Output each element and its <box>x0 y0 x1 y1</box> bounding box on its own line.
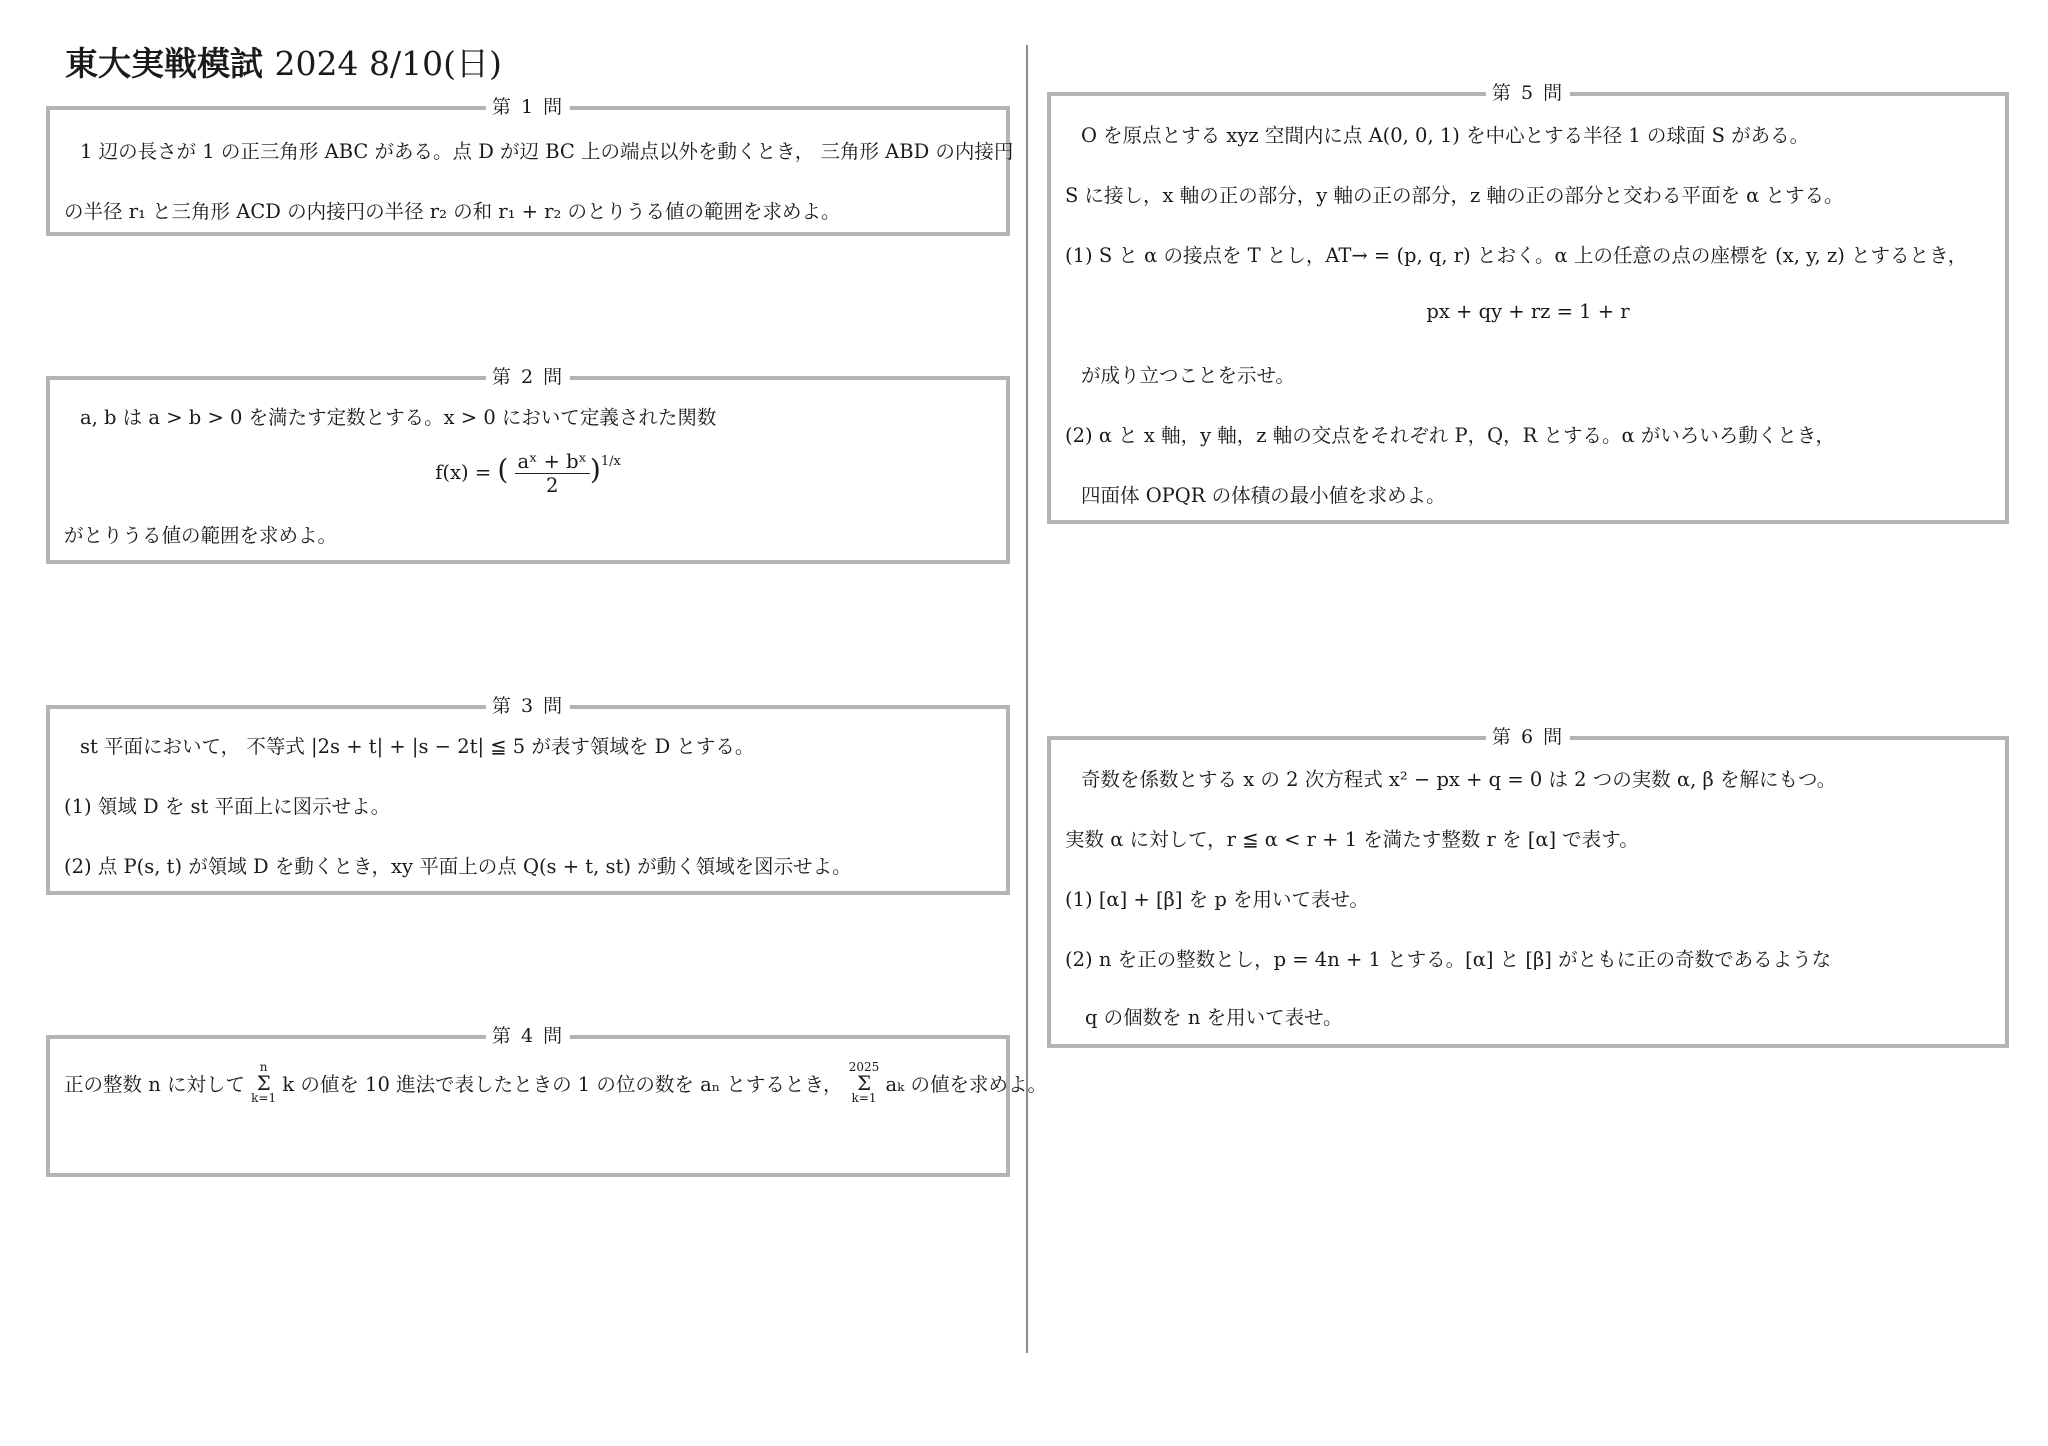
problem-5-line-3: (1) S と α の接点を T とし，AT→ = (p, q, r) とおく。α 上の任意の点の座標を (x, y, z) とするとき， <box>1065 244 1968 267</box>
page-title <box>65 38 502 85</box>
problem-4-text-a: 正の整数 n に対して <box>64 1073 245 1096</box>
problem-3-box <box>46 695 1010 895</box>
problem-2-formula: f(x) = ( $\frac{\text{aˣ + bˣ}}{2}$ )$^{1/x}$ <box>435 450 621 497</box>
problem-2-line-3: がとりうる値の範囲を求めよ。 <box>64 524 338 547</box>
problem-4-box <box>46 1025 1047 1177</box>
problem-5-line-5: が成り立つことを示せ。 <box>1081 364 1295 387</box>
fraction-numerator: aˣ + bˣ <box>515 450 590 474</box>
problem-1-line-1: 1 辺の長さが 1 の正三角形 ABC がある。点 D が辺 BC 上の端点以外を動くとき， 三角形 ABD の内接円 <box>80 140 1014 163</box>
problem-6-line-3: (1) [α] + [β] を p を用いて表せ。 <box>1065 888 1369 911</box>
sum-1-upper: n <box>259 1060 268 1074</box>
problem-4-text-b: k の値を 10 進法で表したときの 1 の位の数を aₙ とするとき， <box>282 1073 843 1096</box>
problem-2-title: 第 2 問 <box>486 362 570 389</box>
problem-6-line-5: q の個数を n を用いて表せ。 <box>1085 1006 1343 1029</box>
sum-1-lower: k=1 <box>251 1091 277 1105</box>
problem-6-line-4: (2) n を正の整数とし，p = 4n + 1 とする。[α] と [β] がともに正の奇数であるような <box>1065 948 1832 971</box>
formula-lhs: f(x) = <box>435 461 498 484</box>
problem-2-box <box>46 366 1010 564</box>
problem-5-line-6: (2) α と x 軸，y 軸，z 軸の交点をそれぞれ P，Q，R とする。α がいろいろ動くとき， <box>1065 424 1836 447</box>
problem-2-line-1: a, b は a > b > 0 を満たす定数とする。x > 0 において定義された関数 <box>80 406 717 429</box>
problem-5-line-7: 四面体 OPQR の体積の最小値を求めよ。 <box>1081 484 1446 507</box>
sum-2-upper: 2025 <box>848 1060 880 1074</box>
problem-5-box <box>1047 82 2009 524</box>
problem-6-line-2: 実数 α に対して，r ≦ α < r + 1 を満たす整数 r を [α] で表す。 <box>1065 828 1639 851</box>
problem-3-line-3: (2) 点 P(s, t) が領域 D を動くとき，xy 平面上の点 Q(s + t, st) が動く領域を図示せよ。 <box>64 855 852 878</box>
exam-name: 東大実戦模試 <box>65 44 263 83</box>
formula-fraction <box>515 450 590 497</box>
problem-4-line <box>64 1061 1047 1105</box>
problem-3-title: 第 3 問 <box>486 691 570 718</box>
problem-6-line-1: 奇数を係数とする x の 2 次方程式 x² − px + q = 0 は 2 つの実数 α, β を解にもつ。 <box>1081 768 1837 791</box>
sigma-icon: Σ <box>256 1071 271 1095</box>
sum-2-lower: k=1 <box>851 1091 877 1105</box>
column-divider <box>1026 45 1028 1353</box>
summation-1 <box>251 1061 276 1105</box>
problem-5-title: 第 5 問 <box>1486 78 1570 105</box>
problem-6-title: 第 6 問 <box>1486 722 1570 749</box>
problem-3-line-1: st 平面において， 不等式 |2s + t| + |s − 2t| ≦ 5 が表す領域を D とする。 <box>80 735 755 758</box>
problem-5-line-1: O を原点とする xyz 空間内に点 A(0, 0, 1) を中心とする半径 1 の球面 S がある。 <box>1081 124 1810 147</box>
exam-date: 2024 8/10(日) <box>274 44 502 83</box>
problem-6-box <box>1047 726 2009 1048</box>
problem-4-text-c: aₖ の値を求めよ。 <box>885 1073 1047 1096</box>
problem-1-line-2: の半径 r₁ と三角形 ACD の内接円の半径 r₂ の和 r₁ + r₂ のとりうる値の範囲を求めよ。 <box>64 200 841 223</box>
formula-exponent: 1/x <box>600 454 621 469</box>
problem-4-title: 第 4 問 <box>486 1021 570 1048</box>
summation-2 <box>849 1061 880 1105</box>
sigma-icon: Σ <box>856 1071 872 1095</box>
problem-5-line-2: S に接し，x 軸の正の部分，y 軸の正の部分，z 軸の正の部分と交わる平面を α とする。 <box>1065 184 1844 207</box>
problem-3-line-2: (1) 領域 D を st 平面上に図示せよ。 <box>64 795 391 818</box>
problem-1-box <box>46 96 1014 236</box>
problem-1-title: 第 1 問 <box>486 92 570 119</box>
fraction-denominator: 2 <box>545 474 559 497</box>
problem-5-formula: px + qy + rz = 1 + r <box>1426 300 1630 323</box>
